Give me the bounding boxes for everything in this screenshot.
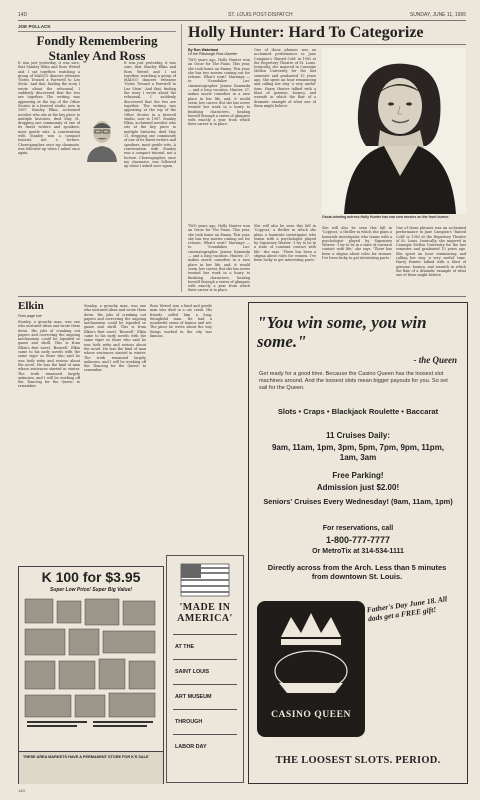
byline: By Ron Wakeland: [188, 48, 219, 52]
mia-item-art-museum: ART MUSEUM: [173, 685, 237, 710]
casino-queen-logo: [257, 601, 365, 737]
elkin-body-col3: [150, 304, 212, 560]
byline-block: [188, 48, 250, 57]
casino-intro: Get ready for a good time. Because the Casino Queen has the loosest slot machines around. And the loosest slots mean bigger payouts for you. So set sail for the Queen.: [259, 371, 448, 391]
casino-headline: "You win some, you win some.": [257, 313, 427, 351]
cruises-title: 11 Cruises Daily:: [325, 431, 391, 440]
cruise-times: 9am, 11am, 1pm, 3pm, 5pm, 7pm, 9pm, 11pm, 1am, 3am: [271, 443, 445, 462]
publication-name: ST. LOUIS POST-DISPATCH: [228, 12, 293, 18]
product-grid-icon: [23, 597, 159, 743]
flag-star-icon: [179, 562, 231, 598]
elkin-body-text-3: Ross Wetzel was a kind and gentle man who died in a car crash. His friends called him a long, thoughtful man. He had a wonderful sense of humor and wit. The piece he wrote about the way things worked in the city was famous.: [150, 304, 212, 339]
reservations-line1: For reservations, call: [322, 525, 394, 532]
mia-item-through: THROUGH: [173, 710, 237, 735]
column-divider: [181, 24, 182, 292]
publication-date: SUNDAY, JUNE 11, 1995: [409, 12, 466, 18]
mia-item-labor-day: LABOR DAY: [175, 744, 207, 750]
reservations-line2: Or MetroTix at 314-534-1111: [312, 548, 404, 555]
hunter-cont-col2: [254, 224, 316, 292]
casino-slogan: THE LOOSEST SLOTS. PERIOD.: [275, 755, 441, 766]
casino-queen-ad: [248, 302, 468, 784]
free-parking: Free Parking!: [332, 471, 384, 480]
casino-directions: Directly across from the Arch. Less than 5 minutes from downtown St. Louis.: [267, 563, 447, 581]
seniors-cruises: Seniors' Cruises Every Wednesday! (9am, 11am, 1pm): [263, 497, 453, 506]
made-in-america-ad: [166, 555, 244, 783]
headline-rule: [188, 44, 466, 45]
hunter-cont-text-3: She will also be seen this fall in 'Copycat,' a thriller in which she plays a homicide investigator who teams with a psychologist played by Sigourney Weaver. 'I try to be in a state of constant contact with life,' she says. 'There has been a stigma about roles for women. I've been lucky to get interesting parts.': [322, 226, 392, 261]
footer-page-number: 14D: [18, 788, 26, 793]
columnist-photo: [84, 116, 120, 162]
pollack-column: [18, 24, 176, 63]
hunter-cont-text-4: One of those phrases was an acclaimed performance in Jane Campion's 'Raised Cold' in 1983 at the Repertory Theatre of St. Louis. Ironically, she majored in Carnegie Mellon University for the last semester and graduated 13 years ago. She spent an hour reminiscing and calling her stay 'a very useful' time. Harry Hunter talked with a blast of genuine, bouncy, and warmth in which the flair of a dramatic example of what one of them might believe.: [396, 226, 466, 278]
actress-portrait-icon: [322, 48, 466, 214]
casino-logo-text: CASINO QUEEN: [271, 709, 351, 720]
page-number: 14D: [18, 12, 28, 18]
main-headline: Holly Hunter: Hard To Categorize: [188, 24, 424, 41]
k100-subhead: Super Low Price! Super Big Value!: [49, 587, 133, 593]
main-body-text-2: One of those phrases was an acclaimed performance in Jane Campion's 'Raised Cold' in 1983 at the Repertory Theatre of St. Louis. Ironically, she majored in Carnegie Mellon University for the last semester and graduated 13 years ago. She spent an hour reminiscing and calling her stay 'a very useful' time. Harry Hunter talked with a blast of genuine, bouncy, and warmth in which the flair of a dramatic example of what one of them might believe.: [254, 48, 316, 108]
k100-headline: K 100 for $3.95: [41, 569, 141, 585]
hunter-cont-text-1: TWO years ago, Holly Hunter won an Oscar for The Piano. This year, she took home an Emmy. This year, she has two movies coming out for release. What's next? Marriage — to 'Scandalize Las' cinematographer Janusz Kaminski — and a long vacation. Hunter, 37, makes movie comedies in a rare place in her life, and, it would seem, her career. But she has never treated her work in a hurry to finishing characters, healing herself through a series of glimpses with exactly a year from which their career is in place.: [188, 224, 250, 292]
crown-riverboat-icon: [257, 601, 365, 711]
elkin-heading: Elkin: [18, 300, 44, 312]
fathers-day-promo: Father's Day June 18. All dads get a FREE gift!: [366, 594, 448, 624]
casino-attribution: - the Queen: [413, 355, 457, 365]
reservations-phone[interactable]: 1-800-777-7777: [325, 535, 391, 545]
casino-games: Slots • Craps • Blackjack Roulette • Baccarat: [277, 407, 439, 416]
hunter-cont-col1: [188, 224, 250, 292]
mia-item-saint-louis: SAINT LOUIS: [173, 660, 237, 685]
hunter-cont-col4: [396, 226, 466, 292]
pollack-headline: Fondly Remembering Stanley And Ross: [36, 33, 158, 63]
pollack-body-text: It was just yesterday, it was sure, that Stanley Elkin and Ross Wetzel and I sat together, watching a group of MADCO dancers rehearse 'Notes Toward a Farewell to Leo Stein.' And that, finding the story I wrote about the rehearsal, I suddenly discovered that the two are together. The writing was appearing at the top of the Other Stories in a favored studio, now in 1987. Stanley Elkin, acclaimed novelist who sits at the key piece to multiple histories, died May 31, dropping one community of one of its finest writers and speakers, most gentle wits. A conversation with Stanley was a compact tutorial, not a lecture. Choreographer, once my classmate, was followed up when I asked once again.: [18, 61, 80, 156]
made-in-america-items: [173, 634, 237, 759]
elkin-body-text-1: Stanley, a grouchy man, was one who nurtured ideas and wrote them down. His jobs of cranking out papers and correcting the ongoing mechanisms could be lopsided or gaunt and shrill. This is from Elkin's first novel, 'Boswell.' Elkin came to his early novels with the same vigor as those who said he was both witty and serious about the novel. He was the kind of man whose sentences started in winter. The truth remained largely unknown, and I will be working off the 'Dancing for the Queen' to remember.: [18, 320, 80, 389]
elkin-body-col1: [18, 320, 80, 560]
columnist-portrait-icon: [84, 116, 120, 162]
made-in-america-line1: 'MADE IN: [179, 602, 231, 613]
k100-ad: [18, 566, 164, 784]
byline-org: Of the Pittsburgh Post-Gazette: [188, 52, 237, 57]
pollack-body-col2: [124, 61, 176, 293]
made-in-america-title: [167, 602, 243, 624]
holly-hunter-photo: [322, 48, 466, 214]
hunter-cont-text-2: She will also be seen this fall in 'Copycat,' a thriller in which she plays a homicide investigator who teams with a psychologist played by Sigourney Weaver. 'I try to be in a state of constant contact with life,' she says. 'There has been a stigma about roles for women. I've been lucky to get interesting parts.': [254, 224, 316, 263]
photo-caption: Oscar-winning actress Holly Hunter has two new movies on the front burner.: [322, 215, 450, 219]
continued-from: From page one: [18, 314, 42, 318]
admission: Admission just $2.00!: [316, 483, 400, 492]
main-body-col1: [188, 58, 250, 210]
column-kicker: JOE POLLACK: [18, 24, 176, 32]
k100-footer-text: THESE AREA MARKETS HAVE A PERMANENT STORE FOR K'S SALE: [23, 755, 149, 759]
made-in-america-line2: AMERICA': [177, 613, 233, 624]
mia-item-at-the: AT THE: [173, 635, 237, 660]
k100-footer: [19, 751, 163, 784]
main-body-text-1: TWO years ago, Holly Hunter won an Oscar for The Piano. This year, she took home an Emmy. This year, she has two movies coming out for release. What's next? Marriage — to 'Scandalize Las' cinematographer Janusz Kaminski — and a long vacation. Hunter, 37, makes movie comedies in a rare place in her life, and, it would seem, her career. But she has never treated her work in a hurry to finishing characters, healing herself through a series of glimpses with exactly a year from which their career is in place.: [188, 58, 250, 127]
main-body-col2: [254, 48, 316, 210]
elkin-body-text-2: Stanley, a grouchy man, was one who nurtured ideas and wrote them down. His jobs of cranking out papers and correcting the ongoing mechanisms could be lopsided or gaunt and shrill. This is from Elkin's first novel, 'Boswell.' Elkin came to his early novels with the same vigor as those who said he was both witty and serious about the novel. He was the kind of man whose sentences started in winter. The truth remained largely unknown, and I will be working off the 'Dancing for the Queen' to remember.: [84, 304, 146, 373]
elkin-body-col2: [84, 304, 146, 560]
pollack-body-text-cont: It was just yesterday, it was sure, that Stanley Elkin and Ross Wetzel and I sat together, watching a group of MADCO dancers rehearse 'Notes Toward a Farewell to Leo Stein.' And that, finding the story I wrote about the rehearsal, I suddenly discovered that the two are together. The writing was appearing at the top of the Other Stories in a favored studio, now in 1987. Stanley Elkin, acclaimed novelist who sits at the key piece to multiple histories, died May 31, dropping one community of one of its finest writers and speakers, most gentle wits. A conversation with Stanley was a compact tutorial, not a lecture. Choreographer, once my classmate, was followed up when I asked once again.: [124, 61, 176, 169]
hunter-cont-col3: [322, 226, 392, 292]
pollack-body-col1: [18, 61, 80, 293]
section-rule: [18, 296, 466, 297]
page-header: [18, 10, 466, 21]
